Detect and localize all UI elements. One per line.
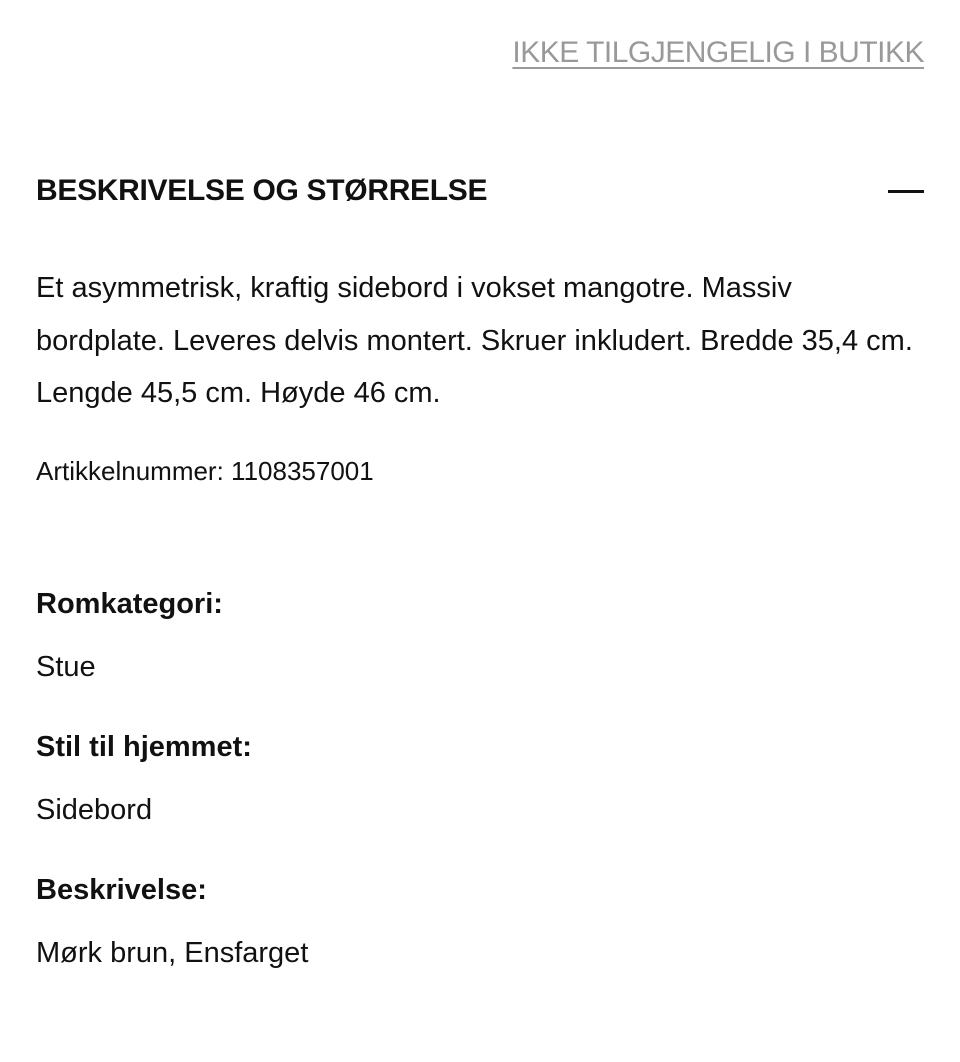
minus-icon[interactable] [888, 190, 924, 193]
attribute-value-home-style: Sidebord [36, 794, 153, 826]
product-description: Et asymmetrisk, kraftig sidebord i vokset mangotre. Massiv bordplate. Leveres delvis montert. Skruer inkludert. Bredde 35,4 cm. Lengde 45,5 cm. Høyde 46 cm. [36, 272, 913, 409]
store-availability-link[interactable]: IKKE TILGJENGELIG I BUTIKK [512, 36, 924, 69]
attribute-value-description: Mørk brun, Ensfarget [36, 937, 309, 969]
attribute-label-home-style: Stil til hjemmet: [36, 731, 252, 763]
attribute-label-room-category: Romkategori: [36, 588, 223, 620]
section-header-toggle[interactable] [36, 170, 924, 212]
section-title: BESKRIVELSE OG STØRRELSE [36, 174, 488, 207]
attribute-value-room-category: Stue [36, 651, 96, 683]
article-number: Artikkelnummer: 1108357001 [36, 456, 374, 486]
attribute-label-description: Beskrivelse: [36, 874, 207, 906]
